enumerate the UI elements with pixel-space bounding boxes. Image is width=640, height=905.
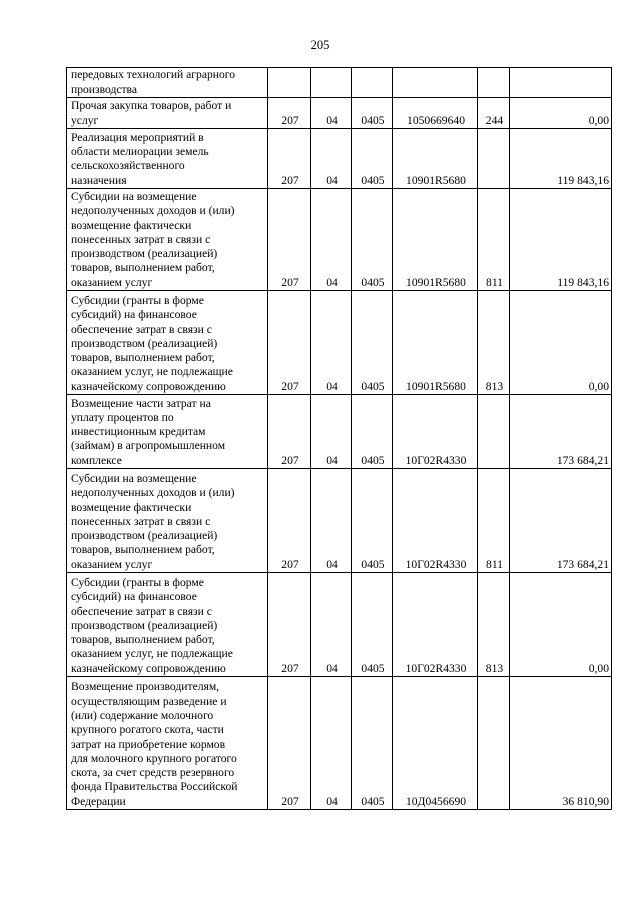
row-target-code: 1050669640	[393, 98, 478, 129]
row-admin-code: 207	[268, 189, 311, 291]
row-target-code: 10901R5680	[393, 291, 478, 395]
row-name: Субсидии на возмещение недополученных доходов и (или) возмещение фактически понесенных затрат в связи с производством (реализацией) товаров, выполнением работ, оказанием услуг	[67, 469, 268, 573]
row-target-code: 10Г02R4330	[393, 469, 478, 573]
row-target-code: 10Д0456690	[393, 677, 478, 810]
row-subsection: 0405	[352, 98, 393, 129]
row-name: Реализация мероприятий в области мелиорации земель сельскохозяйственного назначения	[67, 129, 268, 189]
table-row	[67, 98, 612, 129]
row-name: Возмещение производителям, осуществляющим разведение и (или) содержание молочного крупного рогатого скота, части затрат на приобретение кормов для молочного крупного рогатого скота, за счет средств резервного фонда Правительства Российской Федерации	[67, 677, 268, 810]
table-row	[67, 469, 612, 573]
row-admin-code: 207	[268, 677, 311, 810]
row-name: Субсидии (гранты в форме субсидий) на финансовое обеспечение затрат в связи с производством (реализацией) товаров, выполнением работ, оказанием услуг, не подлежащие казначейскому сопровождению	[67, 573, 268, 677]
row-target-code: 10901R5680	[393, 129, 478, 189]
table-row	[67, 573, 612, 677]
row-expense-type: 811	[478, 189, 510, 291]
row-expense-type: 813	[478, 291, 510, 395]
row-expense-type: 811	[478, 469, 510, 573]
row-expense-type	[478, 68, 510, 98]
row-section	[311, 68, 352, 98]
row-section: 04	[311, 469, 352, 573]
row-admin-code: 207	[268, 469, 311, 573]
row-section: 04	[311, 98, 352, 129]
row-amount: 173 684,21	[510, 395, 612, 469]
row-expense-type	[478, 395, 510, 469]
row-amount: 36 810,90	[510, 677, 612, 810]
table-row	[67, 395, 612, 469]
row-section: 04	[311, 573, 352, 677]
row-amount: 0,00	[510, 291, 612, 395]
row-admin-code: 207	[268, 573, 311, 677]
row-subsection: 0405	[352, 129, 393, 189]
row-expense-type	[478, 677, 510, 810]
row-amount: 119 843,16	[510, 189, 612, 291]
row-section: 04	[311, 129, 352, 189]
row-admin-code: 207	[268, 395, 311, 469]
row-admin-code: 207	[268, 98, 311, 129]
table-row	[67, 291, 612, 395]
row-section: 04	[311, 395, 352, 469]
row-admin-code: 207	[268, 291, 311, 395]
table-row	[67, 68, 612, 98]
budget-table	[66, 67, 612, 810]
page-number: 205	[310, 38, 330, 52]
row-section: 04	[311, 677, 352, 810]
row-name: Субсидии (гранты в форме субсидий) на финансовое обеспечение затрат в связи с производством (реализацией) товаров, выполнением работ, оказанием услуг, не подлежащие казначейскому сопровождению	[67, 291, 268, 395]
row-subsection: 0405	[352, 395, 393, 469]
row-section: 04	[311, 291, 352, 395]
table-row	[67, 677, 612, 810]
row-expense-type: 244	[478, 98, 510, 129]
row-amount: 0,00	[510, 98, 612, 129]
row-subsection: 0405	[352, 189, 393, 291]
row-subsection: 0405	[352, 291, 393, 395]
row-expense-type	[478, 129, 510, 189]
row-subsection	[352, 68, 393, 98]
row-amount	[510, 68, 612, 98]
row-subsection: 0405	[352, 677, 393, 810]
table-row	[67, 129, 612, 189]
row-name: Прочая закупка товаров, работ и услуг	[67, 98, 268, 129]
row-section: 04	[311, 189, 352, 291]
row-target-code	[393, 68, 478, 98]
row-admin-code	[268, 68, 311, 98]
row-target-code: 10Г02R4330	[393, 395, 478, 469]
row-target-code: 10901R5680	[393, 189, 478, 291]
row-expense-type: 813	[478, 573, 510, 677]
row-admin-code: 207	[268, 129, 311, 189]
table-row	[67, 189, 612, 291]
row-subsection: 0405	[352, 573, 393, 677]
row-target-code: 10Г02R4330	[393, 573, 478, 677]
row-name: Субсидии на возмещение недополученных доходов и (или) возмещение фактически понесенных затрат в связи с производством (реализацией) товаров, выполнением работ, оказанием услуг	[67, 189, 268, 291]
row-amount: 173 684,21	[510, 469, 612, 573]
row-subsection: 0405	[352, 469, 393, 573]
row-name: передовых технологий аграрного производства	[67, 68, 268, 98]
row-name: Возмещение части затрат на уплату процентов по инвестиционным кредитам (займам) в агропромышленном комплексе	[67, 395, 268, 469]
row-amount: 0,00	[510, 573, 612, 677]
row-amount: 119 843,16	[510, 129, 612, 189]
